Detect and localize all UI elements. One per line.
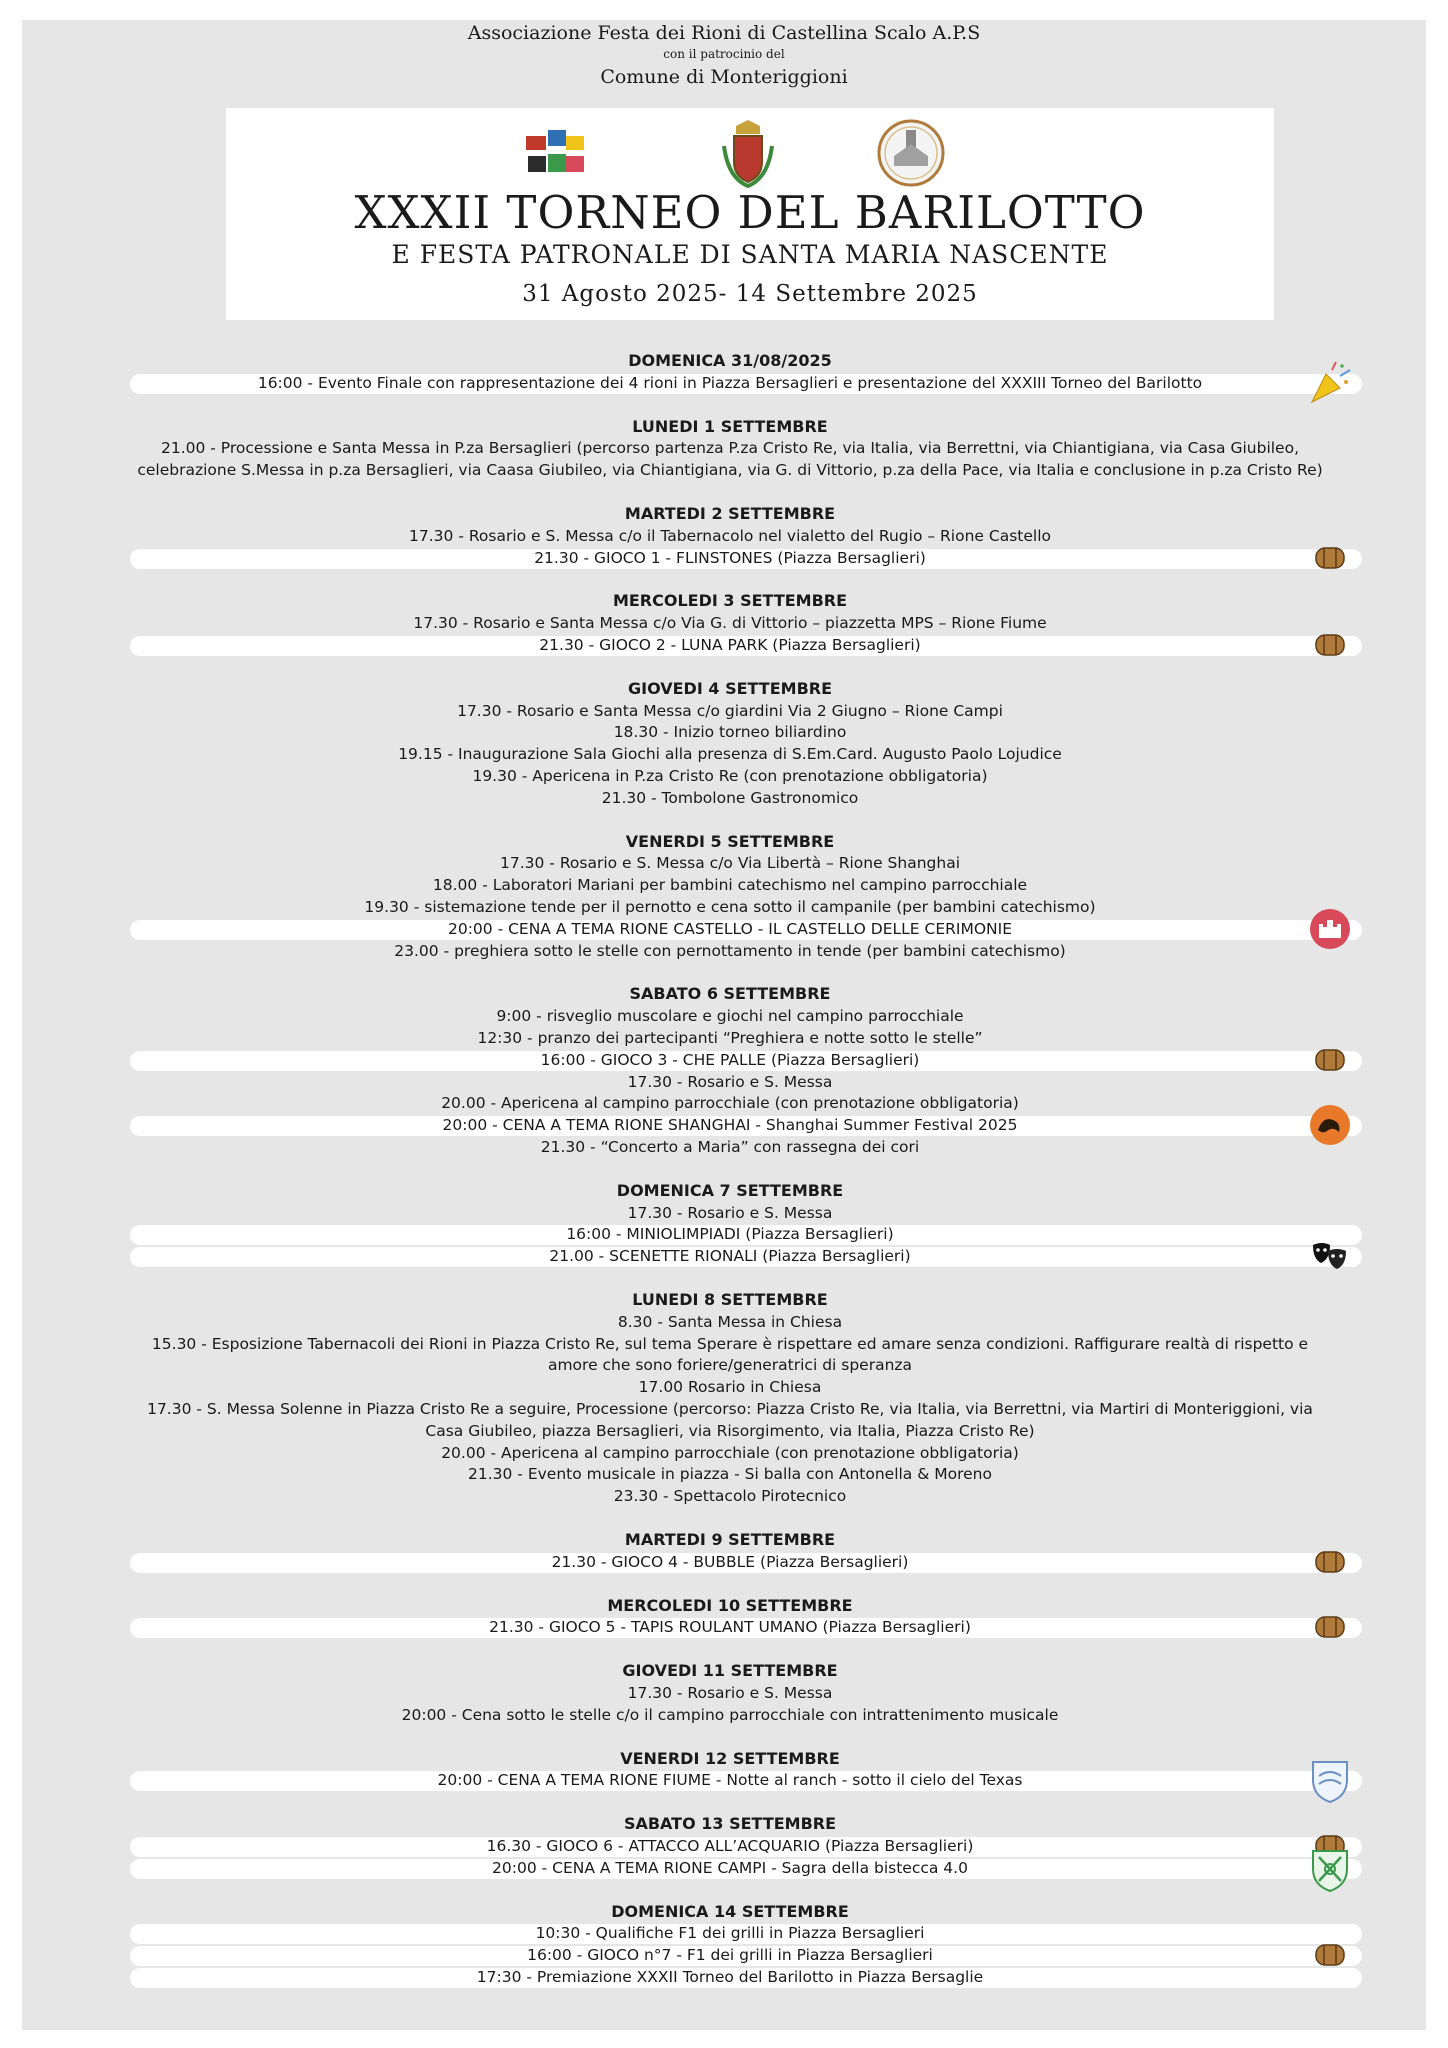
day-heading: LUNEDI 8 SETTEMBRE — [632, 1290, 828, 1309]
day-heading: VENERDI 5 SETTEMBRE — [625, 831, 835, 851]
event-line: 9:00 - risveglio muscolare e giochi nel campino parrocchiale — [496, 1007, 964, 1026]
event-line: 21.30 - GIOCO 2 - LUNA PARK (Piazza Bersaglieri) — [539, 636, 921, 654]
day-heading: MERCOLEDI 10 SETTEMBRE — [607, 1595, 853, 1615]
event-line: 17.30 - S. Messa Solenne in Piazza Cristo Re a seguire, Processione (percorso: Piazza Cristo Re, via Italia, via Berrettni, via Martiri di Monteriggioni, via — [147, 1400, 1313, 1418]
tournament-title: XXXII TORNEO DEL BARILOTTO — [354, 186, 1146, 239]
day-heading: GIOVEDI 4 SETTEMBRE — [627, 678, 833, 698]
patronage-note: con il patrocinio del — [663, 47, 785, 61]
day-heading: SABATO 13 SETTEMBRE — [623, 1814, 837, 1834]
event-line: 20:00 - CENA A TEMA RIONE FIUME - Notte al ranch - sotto il cielo del Texas — [437, 1771, 1023, 1790]
event-line: 10:30 - Qualifiche F1 dei grilli in Piazza Bersaglieri — [535, 1924, 925, 1943]
event-line: 17.30 - Rosario e S. Messa — [627, 1203, 833, 1222]
event-line: 21.30 - GIOCO 4 - BUBBLE (Piazza Bersaglieri) — [551, 1552, 909, 1571]
event-line: 21.00 - SCENETTE RIONALI (Piazza Bersaglieri) — [549, 1247, 911, 1266]
event-line: 19.30 - sistemazione tende per il pernotto e cena sotto il campanile (per bambini catechismo) — [364, 898, 1096, 916]
theater-masks-icon — [1310, 1239, 1350, 1277]
day-heading: SABATO 6 SETTEMBRE — [629, 984, 831, 1004]
event-line: 21.30 - GIOCO 5 - TAPIS ROULANT UMANO (Piazza Bersaglieri) — [489, 1618, 971, 1637]
event-line: 23.30 - Spettacolo Pirotecnico — [613, 1487, 847, 1506]
event-line: 19.30 - Apericena in P.za Cristo Re (con prenotazione obbligatoria) — [472, 767, 988, 785]
day-heading: MARTEDI 2 SETTEMBRE — [624, 504, 836, 523]
event-line: 17.00 Rosario in Chiesa — [638, 1378, 822, 1397]
event-line: Casa Giubileo, piazza Bersaglieri, via Risorgimento, via Italia, Piazza Cristo Re) — [425, 1421, 1035, 1440]
event-line: 15.30 - Esposizione Tabernacoli dei Rioni in Piazza Cristo Re, sul tema Sperare è rispettare ed amare senza condizioni. Raffigurare realtà di rispetto e — [151, 1334, 1309, 1353]
association-name: Associazione Festa dei Rioni di Castellina Scalo A.P.S — [467, 22, 981, 44]
event-line: 17.30 - Rosario e S. Messa c/o Via Libertà – Rione Shanghai — [500, 854, 960, 873]
event-line: 21.30 - Tombolone Gastronomico — [601, 788, 859, 807]
fiume-crest-icon — [1307, 1756, 1353, 1808]
event-line: 21.00 - Processione e Santa Messa in P.za Bersaglieri (percorso partenza P.za Cristo Re, via Italia, via Berrettni, via Chiantigiana, via Casa Giubileo, — [160, 439, 1300, 458]
event-line: 20.00 - Apericena al campino parrocchiale (con prenotazione obbligatoria) — [441, 1094, 1019, 1113]
event-line: 20:00 - CENA A TEMA RIONE CAMPI - Sagra della bistecca 4.0 — [492, 1858, 968, 1877]
event-line: celebrazione S.Messa in p.za Bersaglieri, via Caasa Giubileo, via Chiantigiana, via G. di Vittorio, p.za della Pace, via Italia e conclusione in p.za Cristo Re) — [137, 461, 1323, 480]
event-line: 21.30 - “Concerto a Maria” con rassegna dei cori — [540, 1138, 920, 1156]
barrel-icon — [1313, 1549, 1347, 1579]
municipality-name: Comune di Monteriggioni — [600, 66, 848, 88]
barrel-icon — [1313, 1614, 1347, 1644]
day-heading: MERCOLEDI 3 SETTEMBRE — [612, 591, 848, 611]
day-heading: LUNEDI 1 SETTEMBRE — [632, 416, 828, 436]
event-line: 18.30 - Inizio torneo biliardino — [613, 723, 847, 742]
campi-crest-icon — [1307, 1843, 1353, 1897]
event-line: 17.30 - Rosario e S. Messa c/o il Tabernacolo nel vialetto del Rugio – Rione Castello — [409, 526, 1051, 545]
day-heading: DOMENICA 7 SETTEMBRE — [616, 1180, 844, 1200]
day-heading: DOMENICA 14 SETTEMBRE — [611, 1901, 849, 1921]
day-heading: DOMENICA 31/08/2025 — [628, 351, 832, 370]
event-line: 17:30 - Premiazione XXXII Torneo del Barilotto in Piazza Bersaglie — [476, 1968, 984, 1986]
event-line: 21.30 - Evento musicale in piazza - Si balla con Antonella & Moreno — [468, 1465, 992, 1484]
event-line: 17.30 - Rosario e Santa Messa c/o Via G. di Vittorio – piazzetta MPS – Rione Fiume — [413, 614, 1047, 633]
event-line: 20:00 - CENA A TEMA RIONE SHANGHAI - Shanghai Summer Festival 2025 — [442, 1116, 1018, 1135]
event-line: 20:00 - CENA A TEMA RIONE CASTELLO - IL CASTELLO DELLE CERIMONIE — [447, 919, 1013, 938]
event-line: 19.15 - Inaugurazione Sala Giochi alla presenza di S.Em.Card. Augusto Paolo Lojudice — [398, 745, 1062, 764]
event-line: 17.30 - Rosario e S. Messa — [627, 1684, 833, 1702]
festival-subtitle: E FESTA PATRONALE DI SANTA MARIA NASCENTE — [391, 240, 1109, 269]
event-line: 17.30 - Rosario e Santa Messa c/o giardini Via 2 Giugno – Rione Campi — [457, 701, 1003, 720]
day-heading: GIOVEDI 11 SETTEMBRE — [622, 1661, 838, 1681]
day-heading: MARTEDI 9 SETTEMBRE — [624, 1530, 836, 1549]
event-line: amore che sono foriere/generatrici di speranza — [547, 1356, 913, 1375]
barrel-icon — [1313, 545, 1347, 575]
day-heading: VENERDI 12 SETTEMBRE — [620, 1748, 840, 1768]
event-line: 16:00 - MINIOLIMPIADI (Piazza Bersaglieri) — [566, 1225, 894, 1244]
event-dates: 31 Agosto 2025- 14 Settembre 2025 — [522, 281, 978, 307]
party-popper-icon — [1306, 360, 1354, 410]
event-line: 16:00 - GIOCO 3 - CHE PALLE (Piazza Bersaglieri) — [540, 1050, 920, 1069]
event-line: 18.00 - Laboratori Mariani per bambini catechismo nel campino parrocchiale — [432, 876, 1028, 895]
event-line: 16:00 - Evento Finale con rappresentazione dei 4 rioni in Piazza Bersaglieri e presentazione del XXXIII Torneo del Barilotto — [257, 373, 1203, 392]
event-line: 17.30 - Rosario e S. Messa — [627, 1072, 833, 1091]
barrel-icon — [1313, 632, 1347, 662]
event-line: 16.30 - GIOCO 6 - ATTACCO ALL’ACQUARIO (Piazza Bersaglieri) — [486, 1837, 974, 1855]
event-line: 8.30 - Santa Messa in Chiesa — [617, 1312, 843, 1331]
event-line: 20.00 - Apericena al campino parrocchiale (con prenotazione obbligatoria) — [441, 1443, 1019, 1462]
event-line: 20:00 - Cena sotto le stelle c/o il campino parrocchiale con intrattenimento musicale — [401, 1705, 1059, 1724]
event-line: 16:00 - GIOCO n°7 - F1 dei grilli in Piazza Bersaglieri — [527, 1946, 933, 1965]
event-line: 23.00 - preghiera sotto le stelle con pernottamento in tende (per bambini catechismo) — [394, 941, 1066, 960]
event-line: 12:30 - pranzo dei partecipanti “Preghiera e notte sotto le stelle” — [477, 1029, 983, 1047]
event-line: 21.30 - GIOCO 1 - FLINSTONES (Piazza Bersaglieri) — [534, 548, 926, 567]
